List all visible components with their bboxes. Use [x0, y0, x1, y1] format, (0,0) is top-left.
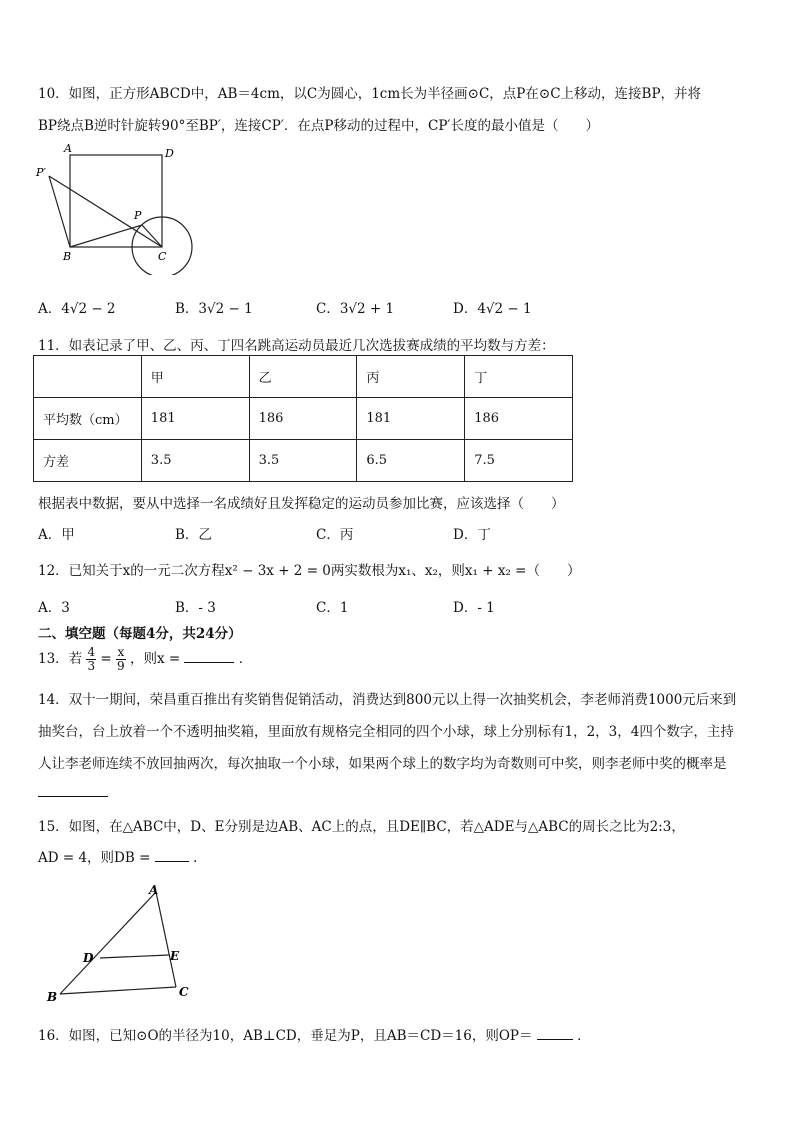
q14-line1: 14．双十一期间，荣昌重百推出有奖销售促销活动，消费达到800元以上得一次抽奖机会，李老师消费1000元后来到 [38, 692, 737, 708]
table-cell: 3.5 [249, 440, 357, 482]
q10-line2: BP绕点B逆时针旋转90°至BP′，连接CP′．在点P移动的过程中，CP′长度的最小值是（ ） [38, 118, 599, 134]
q15-line2-text: AD = 4，则DB = [38, 850, 151, 866]
table-cell: 181 [357, 398, 465, 440]
q13-suffix: ，则x = [129, 651, 181, 667]
q12-option-b: B．- 3 [175, 600, 216, 616]
segment-de [100, 955, 169, 958]
q16-end: ． [577, 1028, 591, 1044]
q11-option-d: D．丁 [453, 527, 491, 543]
label-pprime: P′ [36, 166, 46, 179]
label-a: A [149, 883, 159, 897]
q16-answer-blank[interactable] [537, 1027, 573, 1040]
q13-answer-blank[interactable] [184, 650, 234, 663]
q13-equals: = [100, 651, 112, 667]
q14-answer-blank[interactable] [38, 784, 108, 797]
q11-option-a: A．甲 [38, 527, 75, 543]
q10-option-a: A．4√2 − 2 [38, 301, 116, 317]
q11-option-b: B．乙 [175, 527, 212, 543]
q12-stem: 12．已知关于x的一元二次方程x² − 3x + 2 = 0两实数根为x₁、x₂，则x₁ + x₂ =（ ） [38, 563, 581, 579]
q15-line1: 15．如图，在△ABC中，D、E分别是边AB、AC上的点，且DE∥BC，若△ADE与△ABC的周长之比为2:3， [38, 819, 685, 835]
table-header-cell: 丁 [465, 356, 573, 398]
q10-option-c: C．3√2 + 1 [316, 301, 395, 317]
label-d: D [83, 951, 94, 965]
q13-prefix: 13．若 [38, 651, 83, 667]
q11-question: 根据表中数据，要从中选择一名成绩好且发挥稳定的运动员参加比赛，应该选择（ ） [38, 496, 565, 512]
q15-end: . [193, 850, 198, 866]
q13-end: ． [238, 651, 253, 667]
q16-line [38, 1024, 591, 1044]
q12-option-a: A．3 [38, 600, 70, 616]
q13-fraction-left: $\frac{4}{3}$ [87, 645, 96, 673]
label-e: E [170, 949, 180, 963]
table-header-row [34, 356, 573, 398]
label-a: A [64, 142, 72, 155]
q12-option-c: C．1 [316, 600, 349, 616]
q11-option-c: C．丙 [316, 527, 354, 543]
segment-ab [60, 892, 156, 994]
label-b: B [47, 990, 58, 1004]
q14-line3: 人让李老师连续不放回抽两次，每次抽取一个小球，如果两个球上的数字均为奇数则可中奖，则李老师中奖的概率是 [38, 756, 727, 772]
section-title: 二、填空题（每题4分，共24分） [38, 626, 242, 642]
segment-bc [60, 987, 176, 994]
q14-line2: 抽奖台，台上放着一个不透明抽奖箱，里面放有规格完全相同的四个小球，球上分别标有1，2，3，4四个数字，主持 [38, 724, 734, 740]
label-p: P [134, 209, 142, 222]
score-table [33, 355, 573, 482]
label-c: C [179, 985, 189, 999]
q11-stem: 11．如表记录了甲、乙、丙、丁四名跳高运动员最近几次选拔赛成绩的平均数与方差： [38, 338, 555, 354]
table-cell: 7.5 [465, 440, 573, 482]
label-d: D [165, 147, 174, 160]
q13-fraction-right: $\frac{x}{9}$ [117, 645, 125, 673]
q10-line1: 10．如图，正方形ABCD中，AB＝4cm，以C为圆心，1cm长为半径画⊙C，点P在⊙C上移动，连接BP，并将 [38, 86, 702, 102]
q15-line2 [38, 846, 197, 866]
q10-square-figure [30, 140, 205, 275]
table-cell: 平均数（cm） [34, 398, 142, 440]
table-cell: 3.5 [141, 440, 249, 482]
segment-ac [156, 892, 176, 987]
table-cell: 方差 [34, 440, 142, 482]
table-cell: 186 [465, 398, 573, 440]
q10-option-b: B．3√2 − 1 [175, 301, 253, 317]
label-c: C [158, 250, 167, 263]
table-header-cell: 丙 [357, 356, 465, 398]
table-row [34, 440, 573, 482]
table-header-cell: 乙 [249, 356, 357, 398]
q16-text: 16．如图，已知⊙O的半径为10，AB⊥CD，垂足为P，且AB＝CD＝16，则OP＝ [38, 1028, 533, 1044]
q15-triangle-figure [40, 880, 200, 1005]
q10-option-d: D．4√2 − 1 [453, 301, 532, 317]
q13-line [38, 646, 252, 673]
table-header-cell [34, 356, 142, 398]
table-header-cell: 甲 [141, 356, 249, 398]
label-b: B [63, 250, 72, 263]
table-cell: 6.5 [357, 440, 465, 482]
table-row [34, 398, 573, 440]
q12-option-d: D．- 1 [453, 600, 495, 616]
table-cell: 181 [141, 398, 249, 440]
q15-answer-blank[interactable] [155, 849, 189, 862]
table-cell: 186 [249, 398, 357, 440]
